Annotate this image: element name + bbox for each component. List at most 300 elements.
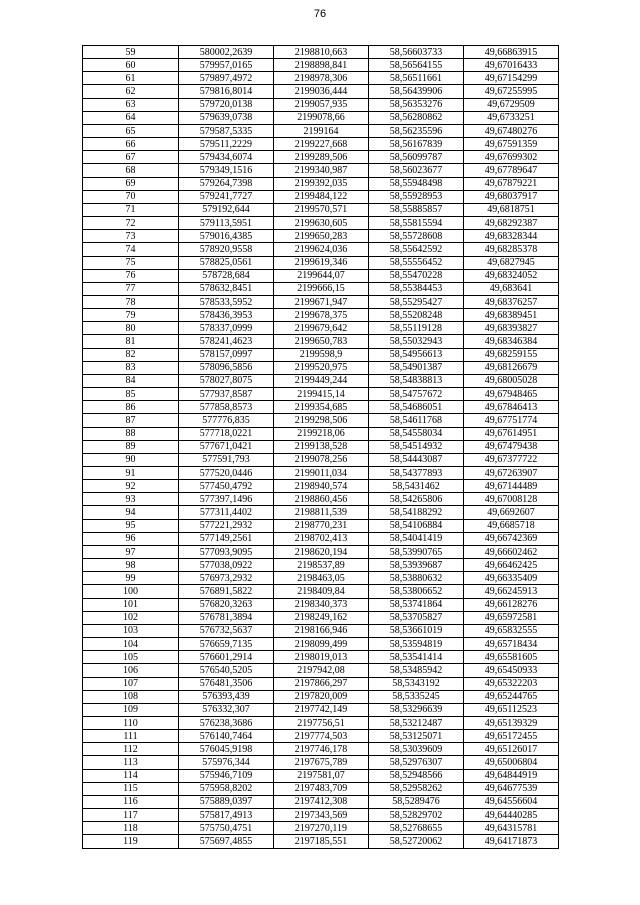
table-cell: 578632,8451 (179, 282, 274, 295)
table-cell: 58,54838813 (369, 374, 464, 387)
table-cell: 49,65172455 (464, 730, 559, 743)
table-cell: 58,55032943 (369, 335, 464, 348)
table-cell: 49,67879221 (464, 177, 559, 190)
table-cell: 70 (83, 190, 179, 203)
table-cell: 578337,0999 (179, 322, 274, 335)
table-cell: 58,54041419 (369, 532, 464, 545)
table-cell: 110 (83, 716, 179, 729)
table-cell: 576732,5637 (179, 624, 274, 637)
table-row (83, 177, 559, 190)
table-cell: 2198810,663 (274, 46, 369, 59)
table-cell: 2199650,283 (274, 230, 369, 243)
table-row (83, 782, 559, 795)
table-row (83, 716, 559, 729)
table-cell: 575946,7109 (179, 769, 274, 782)
table-cell: 2198898,841 (274, 59, 369, 72)
table-cell: 2197942,08 (274, 664, 369, 677)
table-cell: 577038,0922 (179, 559, 274, 572)
table-row (83, 427, 559, 440)
table-cell: 576481,3506 (179, 677, 274, 690)
table-cell: 2197483,709 (274, 782, 369, 795)
table-cell: 49,67614951 (464, 427, 559, 440)
table-cell: 104 (83, 638, 179, 651)
table-row (83, 374, 559, 387)
table-cell: 58,55470228 (369, 269, 464, 282)
table-cell: 49,65006804 (464, 756, 559, 769)
table-cell: 577149,2561 (179, 532, 274, 545)
table-row (83, 256, 559, 269)
table-cell: 49,6729509 (464, 98, 559, 111)
table-cell: 58,53741864 (369, 598, 464, 611)
table-cell: 2198978,306 (274, 72, 369, 85)
table-cell: 100 (83, 585, 179, 598)
table-row (83, 835, 559, 848)
table-cell: 58,52948566 (369, 769, 464, 782)
table-cell: 58,56353276 (369, 98, 464, 111)
table-cell: 49,6685718 (464, 519, 559, 532)
table-cell: 58,55556452 (369, 256, 464, 269)
table-cell: 580002,2639 (179, 46, 274, 59)
table-cell: 108 (83, 690, 179, 703)
table-cell: 576540,5205 (179, 664, 274, 677)
table-cell: 96 (83, 532, 179, 545)
table-row (83, 85, 559, 98)
table-cell: 49,68005028 (464, 374, 559, 387)
table-cell: 576393,439 (179, 690, 274, 703)
table-cell: 58,55384453 (369, 282, 464, 295)
table-cell: 58,55928953 (369, 190, 464, 203)
table-cell: 2199624,036 (274, 243, 369, 256)
table-cell: 103 (83, 624, 179, 637)
table-row (83, 638, 559, 651)
table-cell: 2199354,685 (274, 401, 369, 414)
table-cell: 113 (83, 756, 179, 769)
table-cell: 49,66245913 (464, 585, 559, 598)
table-cell: 49,66462425 (464, 559, 559, 572)
table-cell: 579587,5335 (179, 124, 274, 137)
table-cell: 49,66863915 (464, 46, 559, 59)
table-cell: 2197820,009 (274, 690, 369, 703)
table-cell: 58,56603733 (369, 46, 464, 59)
table-cell: 576238,3686 (179, 716, 274, 729)
table-cell: 63 (83, 98, 179, 111)
table-cell: 58,55948498 (369, 177, 464, 190)
table-cell: 2199619,346 (274, 256, 369, 269)
table-row (83, 506, 559, 519)
table-cell: 2197343,569 (274, 809, 369, 822)
table-row (83, 440, 559, 453)
table-cell: 2199340,987 (274, 164, 369, 177)
table-cell: 58,53212487 (369, 716, 464, 729)
table-cell: 49,6733251 (464, 111, 559, 124)
table-row (83, 361, 559, 374)
table-cell: 93 (83, 493, 179, 506)
table-cell: 49,65832555 (464, 624, 559, 637)
table-row (83, 151, 559, 164)
table-cell: 2197412,308 (274, 795, 369, 808)
table-cell: 576045,9198 (179, 743, 274, 756)
table-cell: 58,52768655 (369, 822, 464, 835)
table-row (83, 348, 559, 361)
table-cell: 576659,7135 (179, 638, 274, 651)
table-cell: 58,56099787 (369, 151, 464, 164)
table-cell: 49,67377722 (464, 453, 559, 466)
table-cell: 112 (83, 743, 179, 756)
table-row (83, 624, 559, 637)
table-cell: 76 (83, 269, 179, 282)
table-row (83, 651, 559, 664)
table-cell: 49,67255995 (464, 85, 559, 98)
table-cell: 58,55885857 (369, 203, 464, 216)
table-cell: 49,67948465 (464, 388, 559, 401)
table-cell: 576332,307 (179, 703, 274, 716)
table-row (83, 585, 559, 598)
table-cell: 106 (83, 664, 179, 677)
table-cell: 577093,9095 (179, 545, 274, 558)
table-row (83, 453, 559, 466)
table-cell: 49,67479438 (464, 440, 559, 453)
table-cell: 49,68376257 (464, 295, 559, 308)
table-cell: 575750,4751 (179, 822, 274, 835)
table-cell: 49,66128276 (464, 598, 559, 611)
table-cell: 2197774,503 (274, 730, 369, 743)
table-cell: 2199392,035 (274, 177, 369, 190)
table-cell: 58,53806652 (369, 585, 464, 598)
table-cell: 49,68126679 (464, 361, 559, 374)
table-row (83, 743, 559, 756)
table-cell: 49,67846413 (464, 401, 559, 414)
table-cell: 579264,7398 (179, 177, 274, 190)
table-cell: 49,65322203 (464, 677, 559, 690)
table-cell: 77 (83, 282, 179, 295)
table-cell: 117 (83, 809, 179, 822)
table-cell: 58,5335245 (369, 690, 464, 703)
table-row (83, 309, 559, 322)
table-cell: 58,55642592 (369, 243, 464, 256)
table-cell: 577450,4792 (179, 480, 274, 493)
table-cell: 2199570,571 (274, 203, 369, 216)
table-cell: 49,67016433 (464, 59, 559, 72)
table-cell: 2199164 (274, 124, 369, 137)
table-row (83, 295, 559, 308)
table-row (83, 611, 559, 624)
table-cell: 2199666,15 (274, 282, 369, 295)
table-cell: 58,55728608 (369, 230, 464, 243)
table-cell: 49,67591359 (464, 138, 559, 151)
table-cell: 49,67480276 (464, 124, 559, 137)
table-row (83, 138, 559, 151)
table-cell: 2198620,194 (274, 545, 369, 558)
table-cell: 58,5343192 (369, 677, 464, 690)
table-cell: 2199078,256 (274, 453, 369, 466)
table-cell: 49,68037917 (464, 190, 559, 203)
table-cell: 579113,5951 (179, 217, 274, 230)
table-row (83, 795, 559, 808)
table-cell: 73 (83, 230, 179, 243)
table-cell: 49,66335409 (464, 572, 559, 585)
table-cell: 49,65126017 (464, 743, 559, 756)
table-cell: 576973,2932 (179, 572, 274, 585)
table-cell: 2199138,528 (274, 440, 369, 453)
table-cell: 2197742,149 (274, 703, 369, 716)
table-cell: 87 (83, 414, 179, 427)
table-row (83, 401, 559, 414)
table-cell: 578027,8075 (179, 374, 274, 387)
table-cell: 58,53705827 (369, 611, 464, 624)
table-cell: 2199650,783 (274, 335, 369, 348)
table-cell: 49,65112523 (464, 703, 559, 716)
table-cell: 92 (83, 480, 179, 493)
table-cell: 2198463,05 (274, 572, 369, 585)
table-cell: 2197866,297 (274, 677, 369, 690)
table-cell: 107 (83, 677, 179, 690)
table-cell: 58,53939687 (369, 559, 464, 572)
table-cell: 578096,5856 (179, 361, 274, 374)
table-row (83, 46, 559, 59)
coordinates-table-body (83, 46, 559, 849)
table-cell: 49,683641 (464, 282, 559, 295)
table-cell: 579897,4972 (179, 72, 274, 85)
table-cell: 84 (83, 374, 179, 387)
table-cell: 49,65718434 (464, 638, 559, 651)
table-row (83, 388, 559, 401)
table-cell: 58,53039609 (369, 743, 464, 756)
table-cell: 576781,3894 (179, 611, 274, 624)
table-row (83, 243, 559, 256)
coordinates-table (82, 45, 559, 849)
table-cell: 578728,684 (179, 269, 274, 282)
table-cell: 579816,8014 (179, 85, 274, 98)
table-cell: 49,64315781 (464, 822, 559, 835)
table-cell: 58,53485942 (369, 664, 464, 677)
table-cell: 576820,3263 (179, 598, 274, 611)
table-cell: 49,6692607 (464, 506, 559, 519)
table-cell: 575697,4855 (179, 835, 274, 848)
table-cell: 68 (83, 164, 179, 177)
table-cell: 2198770,231 (274, 519, 369, 532)
table-cell: 58,56439906 (369, 85, 464, 98)
table-cell: 578825,0561 (179, 256, 274, 269)
table-cell: 2197746,178 (274, 743, 369, 756)
table-row (83, 822, 559, 835)
table-cell: 116 (83, 795, 179, 808)
table-cell: 579241,7727 (179, 190, 274, 203)
table-cell: 2198702,413 (274, 532, 369, 545)
table-row (83, 217, 559, 230)
table-row (83, 598, 559, 611)
table-cell: 109 (83, 703, 179, 716)
table-cell: 49,67263907 (464, 467, 559, 480)
table-cell: 58,56564155 (369, 59, 464, 72)
table-row (83, 769, 559, 782)
table-cell: 577776,835 (179, 414, 274, 427)
table-cell: 579016,4385 (179, 230, 274, 243)
table-cell: 49,65139329 (464, 716, 559, 729)
table-cell: 58,53541414 (369, 651, 464, 664)
table-cell: 578920,9558 (179, 243, 274, 256)
table-cell: 49,68328344 (464, 230, 559, 243)
table-cell: 58,54443087 (369, 453, 464, 466)
table-cell: 58,55208248 (369, 309, 464, 322)
table-cell: 58,54106884 (369, 519, 464, 532)
table-cell: 58,56280862 (369, 111, 464, 124)
table-cell: 58,55119128 (369, 322, 464, 335)
table-cell: 2198940,574 (274, 480, 369, 493)
table-cell: 577591,793 (179, 453, 274, 466)
table-cell: 2198340,373 (274, 598, 369, 611)
table-row (83, 690, 559, 703)
table-cell: 49,68285378 (464, 243, 559, 256)
table-cell: 72 (83, 217, 179, 230)
table-cell: 2198409,84 (274, 585, 369, 598)
table-cell: 58,52829702 (369, 809, 464, 822)
table-cell: 577221,2932 (179, 519, 274, 532)
table-cell: 2199415,14 (274, 388, 369, 401)
table-cell: 58,54514932 (369, 440, 464, 453)
table-cell: 95 (83, 519, 179, 532)
table-cell: 49,6818751 (464, 203, 559, 216)
table-cell: 579511,2229 (179, 138, 274, 151)
table-row (83, 98, 559, 111)
table-cell: 576601,2914 (179, 651, 274, 664)
table-cell: 2199671,947 (274, 295, 369, 308)
table-cell: 49,65581605 (464, 651, 559, 664)
table-row (83, 282, 559, 295)
table-cell: 58,5289476 (369, 795, 464, 808)
table-row (83, 519, 559, 532)
table-cell: 579639,0738 (179, 111, 274, 124)
table-cell: 49,68324052 (464, 269, 559, 282)
table-row (83, 545, 559, 558)
table-cell: 49,67789647 (464, 164, 559, 177)
table-cell: 101 (83, 598, 179, 611)
table-cell: 49,64844919 (464, 769, 559, 782)
table-row (83, 664, 559, 677)
table-cell: 2199036,444 (274, 85, 369, 98)
table-cell: 58,53296639 (369, 703, 464, 716)
table-cell: 49,64677539 (464, 782, 559, 795)
table-cell: 85 (83, 388, 179, 401)
table-cell: 49,67008128 (464, 493, 559, 506)
table-cell: 2199598,9 (274, 348, 369, 361)
table-cell: 2199057,935 (274, 98, 369, 111)
table-cell: 579720,0138 (179, 98, 274, 111)
table-cell: 58,54188292 (369, 506, 464, 519)
table-cell: 579192,644 (179, 203, 274, 216)
table-cell: 49,64556604 (464, 795, 559, 808)
table-cell: 58,5431462 (369, 480, 464, 493)
table-row (83, 269, 559, 282)
table-row (83, 677, 559, 690)
table-row (83, 190, 559, 203)
table-cell: 58,54558034 (369, 427, 464, 440)
table-cell: 2199298,506 (274, 414, 369, 427)
table-cell: 577937,8587 (179, 388, 274, 401)
table-cell: 58,52958262 (369, 782, 464, 795)
table-cell: 58,52976307 (369, 756, 464, 769)
table-cell: 58,56167839 (369, 138, 464, 151)
table-cell: 58,54757672 (369, 388, 464, 401)
table-cell: 75 (83, 256, 179, 269)
table-cell: 49,68346384 (464, 335, 559, 348)
table-cell: 58,53880632 (369, 572, 464, 585)
table-cell: 86 (83, 401, 179, 414)
table-cell: 49,68259155 (464, 348, 559, 361)
table-row (83, 414, 559, 427)
table-cell: 578241,4623 (179, 335, 274, 348)
table-cell: 88 (83, 427, 179, 440)
table-row (83, 809, 559, 822)
table-cell: 49,65450933 (464, 664, 559, 677)
table-cell: 58,56023677 (369, 164, 464, 177)
table-cell: 58,53661019 (369, 624, 464, 637)
table-cell: 578157,0997 (179, 348, 274, 361)
table-cell: 58,55815594 (369, 217, 464, 230)
table-cell: 71 (83, 203, 179, 216)
table-cell: 2198019,013 (274, 651, 369, 664)
table-cell: 575889,0397 (179, 795, 274, 808)
table-cell: 49,68292387 (464, 217, 559, 230)
table-cell: 2199520,975 (274, 361, 369, 374)
table-cell: 74 (83, 243, 179, 256)
table-cell: 579349,1516 (179, 164, 274, 177)
table-cell: 2199678,375 (274, 309, 369, 322)
table-row (83, 559, 559, 572)
table-cell: 91 (83, 467, 179, 480)
table-cell: 58,52720062 (369, 835, 464, 848)
table-cell: 61 (83, 72, 179, 85)
table-cell: 58,54611768 (369, 414, 464, 427)
table-row (83, 467, 559, 480)
table-cell: 67 (83, 151, 179, 164)
table-row (83, 493, 559, 506)
table-cell: 575817,4913 (179, 809, 274, 822)
table-cell: 2198860,456 (274, 493, 369, 506)
table-cell: 576891,5822 (179, 585, 274, 598)
table-cell: 49,6827945 (464, 256, 559, 269)
table-row (83, 164, 559, 177)
table-cell: 114 (83, 769, 179, 782)
table-cell: 99 (83, 572, 179, 585)
table-cell: 58,56511661 (369, 72, 464, 85)
table-cell: 577311,4402 (179, 506, 274, 519)
table-cell: 579957,0165 (179, 59, 274, 72)
table-row (83, 335, 559, 348)
table-cell: 65 (83, 124, 179, 137)
table-cell: 2199644,07 (274, 269, 369, 282)
table-cell: 49,67144489 (464, 480, 559, 493)
table-cell: 58,53990765 (369, 545, 464, 558)
table-cell: 577718,0221 (179, 427, 274, 440)
page-number: 76 (313, 8, 327, 20)
table-cell: 2199449,244 (274, 374, 369, 387)
table-cell: 98 (83, 559, 179, 572)
table-cell: 2198537,89 (274, 559, 369, 572)
table-cell: 69 (83, 177, 179, 190)
table-cell: 2197675,789 (274, 756, 369, 769)
table-row (83, 203, 559, 216)
table-cell: 58,56235596 (369, 124, 464, 137)
table-cell: 62 (83, 85, 179, 98)
table-cell: 49,64440285 (464, 809, 559, 822)
table-cell: 49,68393827 (464, 322, 559, 335)
table-row (83, 756, 559, 769)
table-cell: 64 (83, 111, 179, 124)
table-cell: 2198811,539 (274, 506, 369, 519)
table-cell: 111 (83, 730, 179, 743)
table-cell: 2199011,034 (274, 467, 369, 480)
table-cell: 577858,8573 (179, 401, 274, 414)
